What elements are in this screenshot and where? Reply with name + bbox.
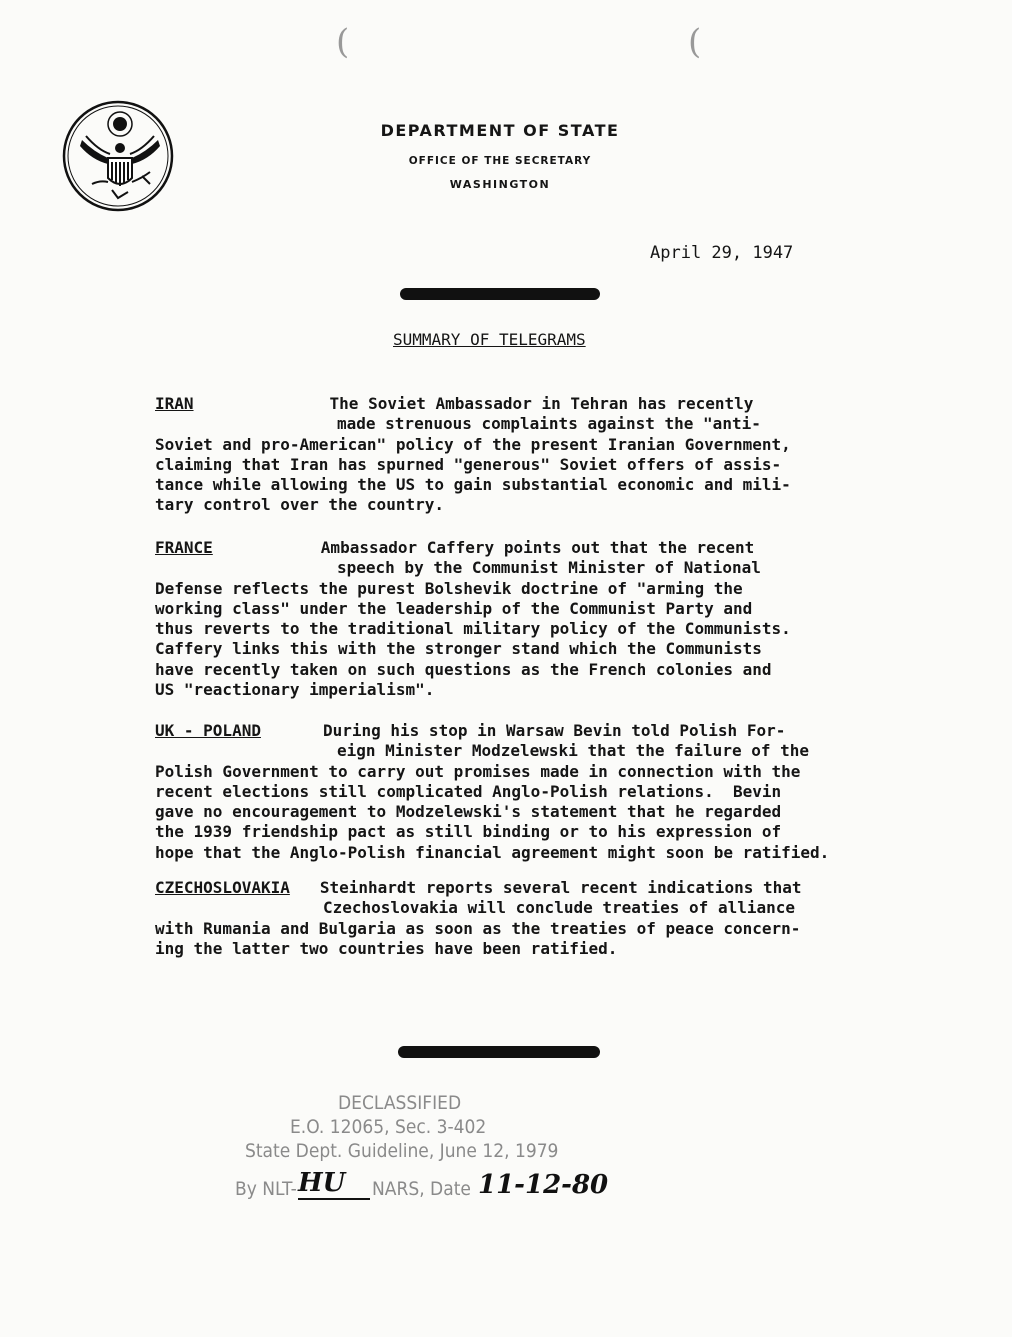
document-date: April 29, 1947 [650, 243, 794, 263]
department-seal-icon [62, 100, 174, 212]
entry-heading: FRANCE [155, 538, 213, 557]
letterhead-office: OFFICE OF THE SECRETARY [408, 155, 592, 167]
letterhead-city: WASHINGTON [449, 178, 551, 191]
stamp-guideline: State Dept. Guideline, June 12, 1979 [245, 1140, 559, 1162]
entry-heading: UK - POLAND [155, 721, 261, 740]
margin-mark: ( [336, 22, 350, 62]
stamp-declassified: DECLASSIFIED [338, 1092, 462, 1114]
stamp-eo-reference: E.O. 12065, Sec. 3-402 [290, 1116, 487, 1138]
redacted-classification-top [400, 288, 600, 300]
entry-uk-poland: UK - POLAND During his stop in Warsaw Bevin told Polish For- eign Minister Modzelewski that the failure of the Polish Government to carry out promises made in connection with the recent elections still complicated Anglo-Polish relations. Bevin gave no encouragement to Modzelewski's statement that he regarded the 1939 friendship pact as still binding or to his expression of hope that the Anglo-Polish financial agreement might soon be ratified. [155, 721, 830, 862]
redacted-classification-bottom [398, 1046, 600, 1058]
document-title: SUMMARY OF TELEGRAMS [393, 330, 586, 349]
stamp-nars-date: NARS, Date [372, 1178, 471, 1200]
handwritten-initials: HU [298, 1168, 346, 1198]
entry-france: FRANCE Ambassador Caffery points out that the recent speech by the Communist Minister of National Defense reflects the purest Bolshevik doctrine of "arming the working class" under the leadership of the Communist Party and thus reverts to the traditional military policy of the Communists. Caffery links this with the stronger stand which the Communists have recently taken on such questions as the French colonies and US "reactionary imperialism". [155, 538, 791, 700]
entry-czechoslovakia: CZECHOSLOVAKIA Steinhardt reports several recent indications that Czechoslovakia will conclude treaties of alliance with Rumania and Bulgaria as soon as the treaties of peace concern- ing the latter two countries have been ratified. [155, 878, 802, 958]
entry-heading: CZECHOSLOVAKIA [155, 878, 290, 897]
stamp-by-nlt: By NLT- [235, 1178, 297, 1200]
letterhead-department: DEPARTMENT OF STATE [380, 121, 620, 140]
handwritten-date: 11-12-80 [478, 1170, 609, 1200]
signature-underline [298, 1198, 370, 1200]
entry-iran: IRAN The Soviet Ambassador in Tehran has recently made strenuous complaints against the "anti- Soviet and pro-American" policy of the present Iranian Government, claiming that Iran has spurned "generous" Soviet offers of assis- tance while allowing the US to gain substantial economic and mili- tary control over the country. [155, 394, 791, 515]
entry-heading: IRAN [155, 394, 194, 413]
margin-mark: ( [688, 22, 702, 62]
